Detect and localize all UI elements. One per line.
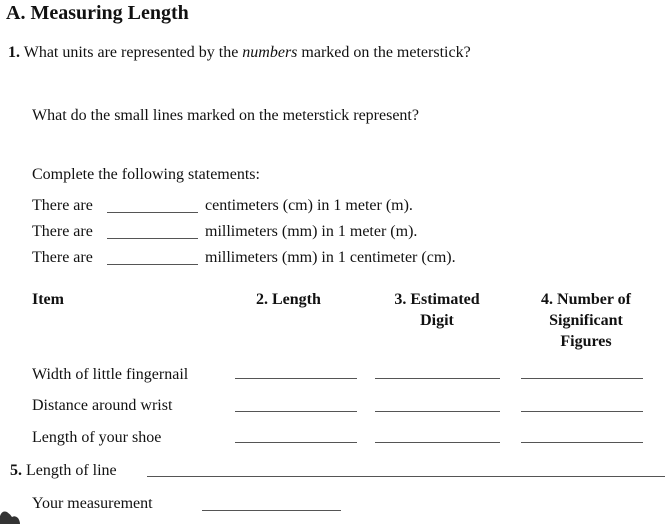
your-measurement-label: Your measurement — [32, 495, 153, 512]
statement-2-answer-blank[interactable] — [107, 238, 198, 239]
statement-2-suffix: millimeters (mm) in 1 meter (m). — [205, 223, 418, 240]
question-1-followup: What do the small lines marked on the meterstick represent? — [32, 107, 419, 124]
statements-intro: Complete the following statements: — [32, 166, 260, 183]
statement-1-answer-blank[interactable] — [107, 212, 198, 213]
question-number: 1. — [8, 44, 20, 61]
question-text-before: What units are represented by the — [20, 44, 243, 61]
question-5 — [10, 462, 117, 480]
question-text-after: marked on the meterstick? — [297, 44, 471, 61]
statement-3-suffix: millimeters (mm) in 1 centimeter (cm). — [205, 249, 456, 266]
row-1-sigfigs-blank[interactable] — [521, 378, 643, 379]
row-1-item: Width of little fingernail — [32, 366, 189, 383]
header-length: 2. Length — [256, 291, 321, 308]
header-sigfigs-line3: Figures — [560, 333, 612, 350]
question-1 — [8, 44, 471, 62]
statement-3-answer-blank[interactable] — [107, 264, 198, 265]
statement-1-suffix: centimeters (cm) in 1 meter (m). — [205, 197, 413, 214]
header-sigfigs-line1: 4. Number of — [541, 291, 631, 308]
header-estimated-line1: 3. Estimated — [394, 291, 480, 308]
your-measurement-blank[interactable] — [202, 510, 341, 511]
statement-1-prefix: There are — [32, 197, 93, 214]
header-estimated-line2: Digit — [420, 312, 454, 329]
header-significant-figures — [530, 289, 642, 352]
length-of-line-blank[interactable] — [147, 476, 665, 477]
row-3-sigfigs-blank[interactable] — [521, 442, 643, 443]
row-2-length-blank[interactable] — [235, 411, 357, 412]
statement-2-prefix: There are — [32, 223, 93, 240]
row-3-item: Length of your shoe — [32, 429, 162, 446]
header-estimated-digit — [385, 289, 489, 331]
section-title: A. Measuring Length — [6, 2, 189, 24]
question-emphasis: numbers — [242, 44, 298, 61]
row-3-length-blank[interactable] — [235, 442, 357, 443]
row-3-estimated-blank[interactable] — [375, 442, 500, 443]
row-2-estimated-blank[interactable] — [375, 411, 500, 412]
question-5-number: 5. — [10, 462, 22, 479]
statement-3-prefix: There are — [32, 249, 93, 266]
ink-blot-icon — [0, 506, 20, 524]
question-5-label: Length of line — [22, 462, 117, 479]
row-2-item: Distance around wrist — [32, 397, 173, 414]
row-2-sigfigs-blank[interactable] — [521, 411, 643, 412]
header-item: Item — [32, 291, 64, 308]
row-1-length-blank[interactable] — [235, 378, 357, 379]
row-1-estimated-blank[interactable] — [375, 378, 500, 379]
header-sigfigs-line2: Significant — [549, 312, 623, 329]
